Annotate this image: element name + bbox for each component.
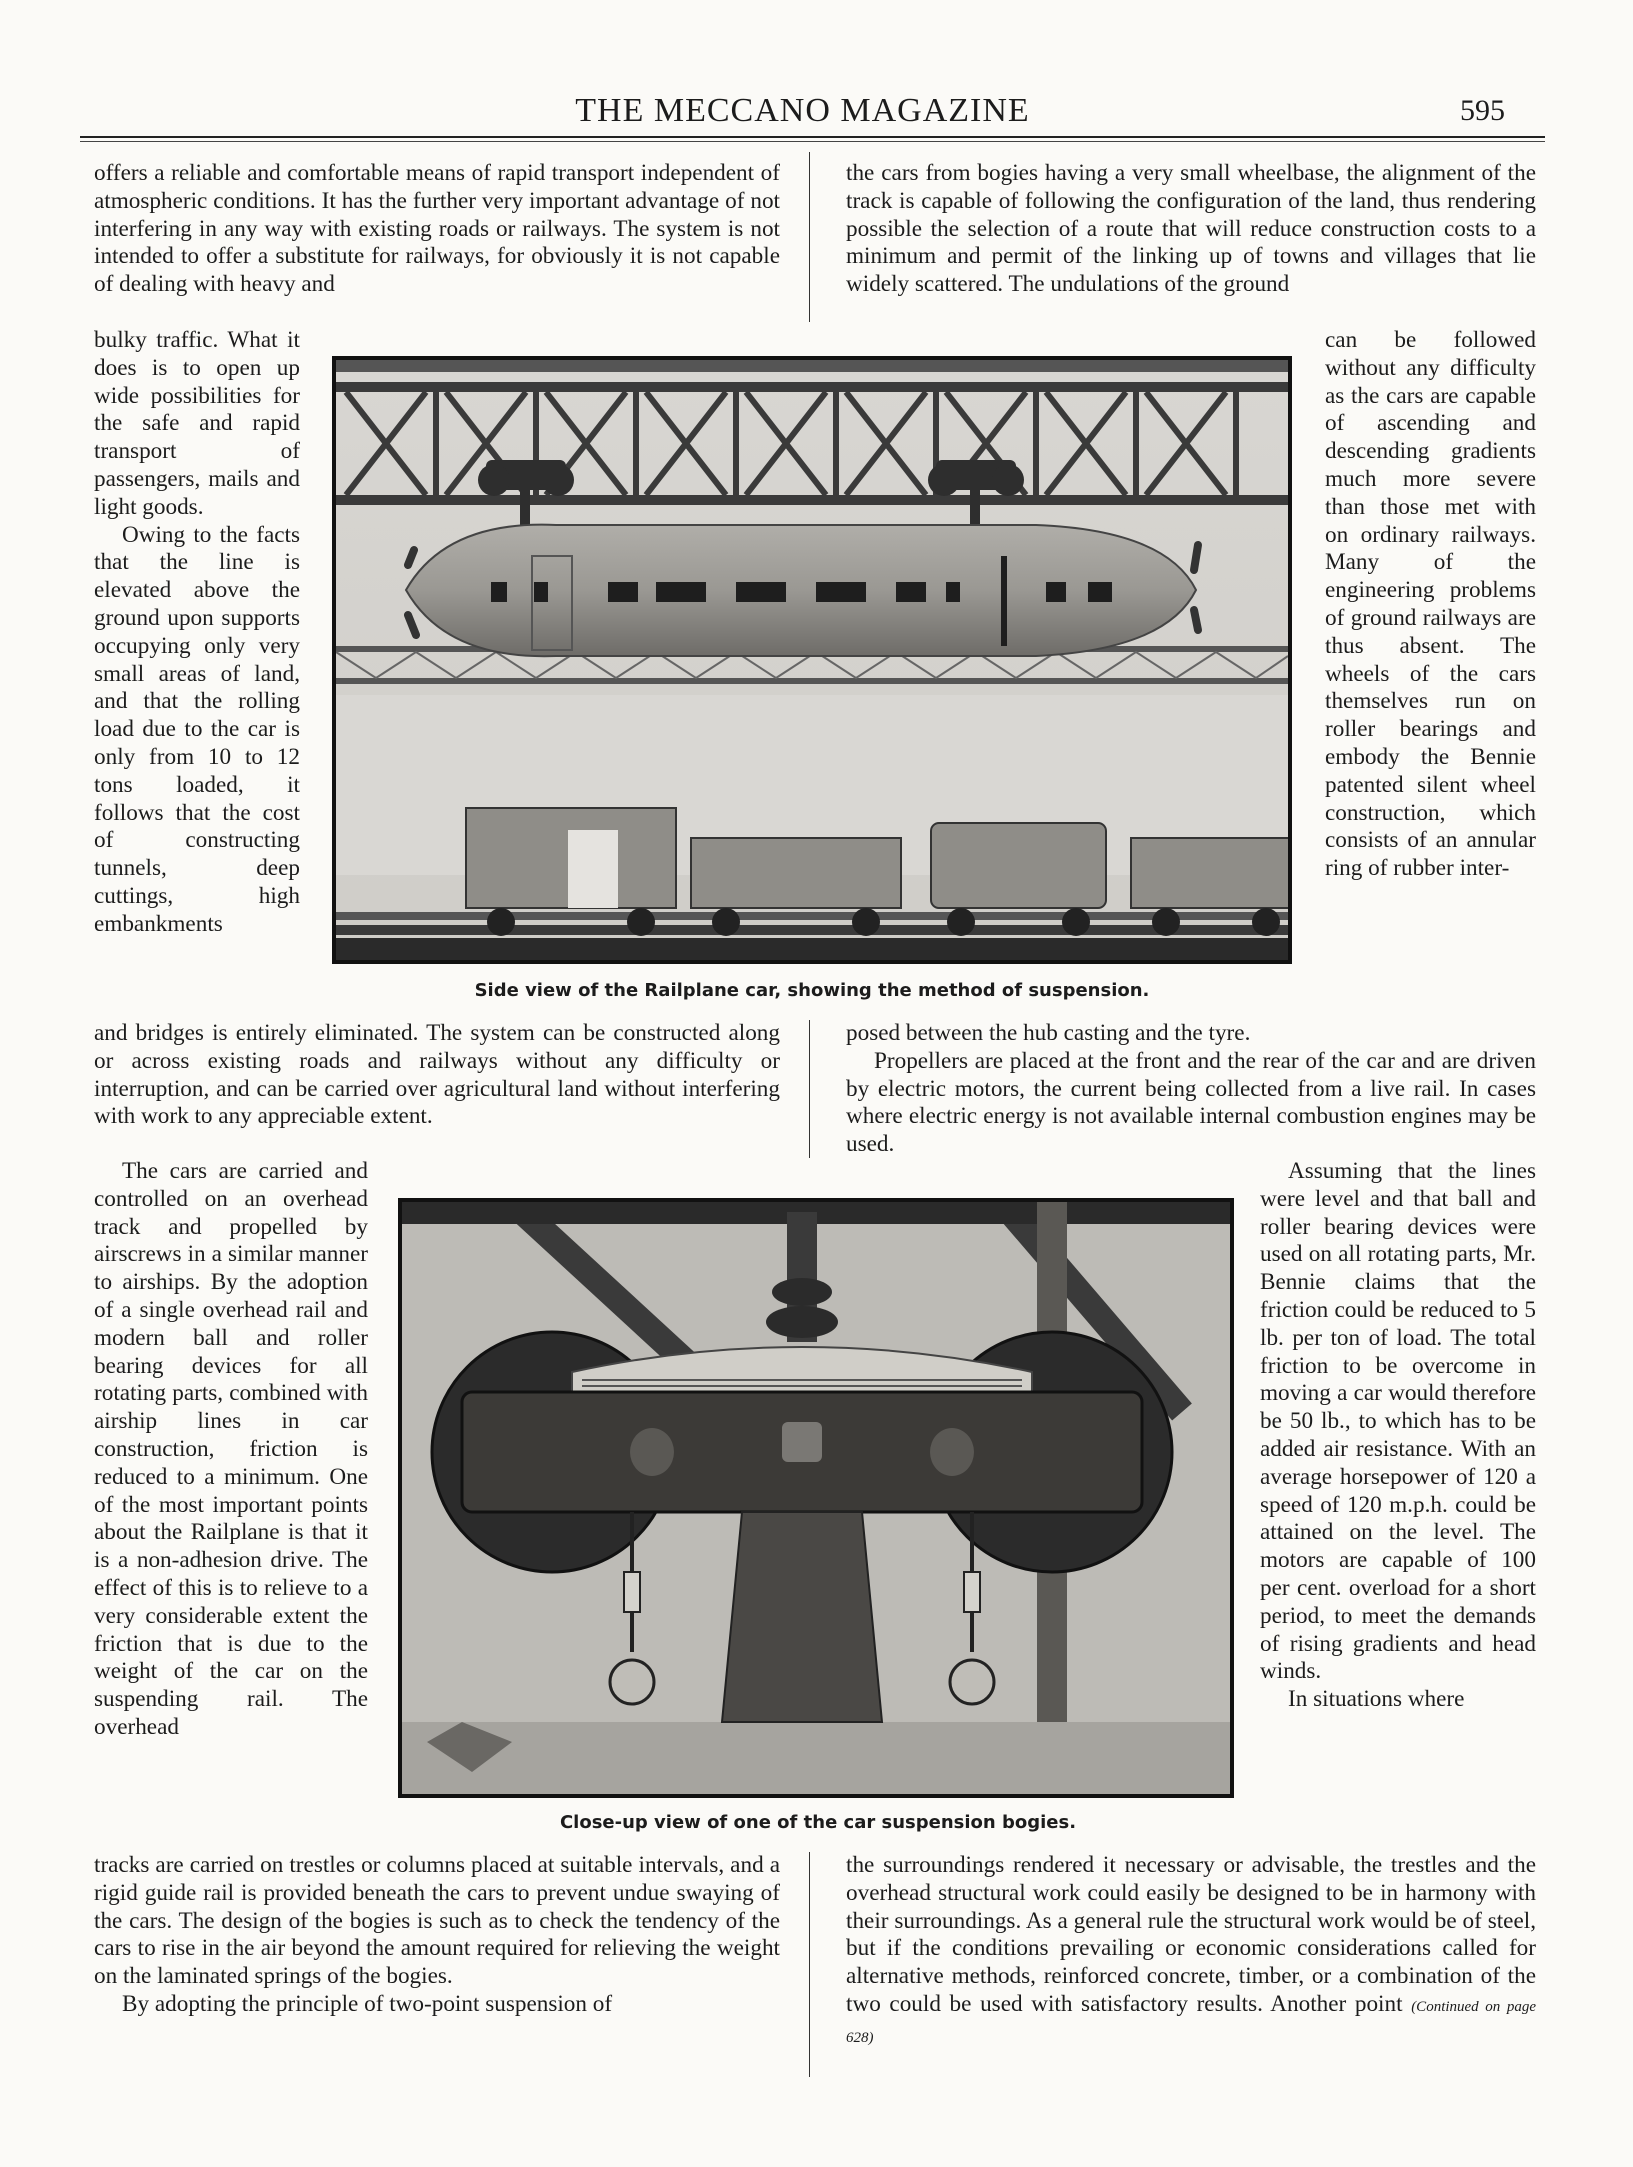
figure-railplane-side-view <box>332 356 1292 964</box>
column-rule-mid <box>809 1020 810 1158</box>
col2-wrap1-text: can be followed without any difficulty as the cars are capable of ascending and descending gradients much more severe than those met with on ordinary railways. Many of the engineering problems of ground railways are thus absent. The wheels of the cars themselves run on roller bearings and embody the Bennie patented silent wheel construction, which consists of an annular ring of rubber inter- <box>1325 327 1536 882</box>
bogie-illustration <box>402 1202 1230 1794</box>
col1-wrap1-text: bulky traffic. What it does is to open up wide possibilities for the safe and rapid transport of passengers, mails and light goods. Owing to the facts that the line is elevated above the ground upon supports occupying only very small areas of land, and that the rolling load due to the car is only from 10 to 12 tons loaded, it follows that the cost of constructing tunnels, deep cuttings, high embankments <box>94 327 300 937</box>
page-number: 595 <box>1460 94 1505 127</box>
col1-top-text: offers a reliable and comfortable means of rapid transport independent of atmospheric conditions. It has the further very important advantage of not interfering in any way with existing roads or railways. The system is not intended to offer a substitute for railways, for obviously it is not capable of dealing with heavy and <box>94 160 780 298</box>
figure-suspension-bogie <box>398 1198 1234 1798</box>
column-rule-bottom <box>809 1852 810 2077</box>
column-rule-top <box>809 152 810 322</box>
col1-bottom-text: tracks are carried on trestles or columns placed at suitable intervals, and a rigid guide rail is provided beneath the cars to prevent undue swaying of the cars. The design of the bogies is such as to check the tendency of the cars to rise in the air beyond the amount required for relieving the weight on the laminated springs of the bogies. By adopting the principle of two-point suspension of <box>94 1852 780 2017</box>
header-rule <box>80 136 1545 138</box>
col1-mid-text: and bridges is entirely eliminated. The system can be constructed along or across existing roads and railways without any difficulty or interruption, and can be carried over agricultural land without interfering with work to any appreciable extent. <box>94 1020 780 1130</box>
page-header <box>80 92 1525 128</box>
col2-top-text: the cars from bogies having a very small wheelbase, the alignment of the track is capable of following the configuration of the land, thus rendering possible the selection of a route that will reduce construction costs to a minimum and permit of the linking up of towns and villages that lie widely scattered. The undulations of the ground <box>846 160 1536 298</box>
col2-bottom-text: the surroundings rendered it necessary or advisable, the trestles and the overhead structural work could easily be designed to be in harmony with their surroundings. As a general rule the structural work would be of steel, but if the conditions prevailing or economic considerations called for alternative methods, reinforced concrete, timber, or a combination of the two could be used with satisfactory results. Another point (Continued on page 628) <box>846 1852 1537 2046</box>
col1-wrap2-text: The cars are carried and controlled on an overhead track and propelled by airscrews in a similar manner to airships. By the adoption of a single overhead rail and modern ball and roller bearing devices for all rotating parts, combined with airship lines in car construction, friction is reduced to a minimum. One of the most important points about the Railplane is that it is a non-adhesion drive. The effect of this is to relieve to a very considerable extent the friction that is due to the weight of the car on the suspending rail. The overhead <box>94 1158 368 1740</box>
magazine-title: THE MECCANO MAGAZINE <box>575 92 1030 129</box>
continued-note: (Continued on page 628) <box>846 1998 1537 2046</box>
col2-mid-text: posed between the hub casting and the tyre. Propellers are placed at the front and the rear of the car and are driven by electric motors, the current being collected from a live rail. In cases where electric energy is not available internal combustion engines may be used. <box>846 1020 1536 1158</box>
figure2-caption: Close-up view of one of the car suspension bogies. <box>559 1812 1077 1833</box>
header-rule-thin <box>80 141 1545 142</box>
col2-wrap2-text: Assuming that the lines were level and that ball and roller bearing devices were used on all rotating parts, Mr. Bennie claims that the friction could be reduced to 5 lb. per ton of load. The total friction to be overcome in moving a car would therefore be 50 lb., to which has to be added air resistance. With an average horsepower of 120 a speed of 120 m.p.h. could be attained on the level. The motors are capable of 100 per cent. overload for a short period, to meet the demands of rising gradients and head winds. In situations where <box>1260 1158 1536 1713</box>
figure1-caption: Side view of the Railplane car, showing the method of suspension. <box>474 980 1150 1001</box>
railplane-illustration <box>336 360 1288 960</box>
